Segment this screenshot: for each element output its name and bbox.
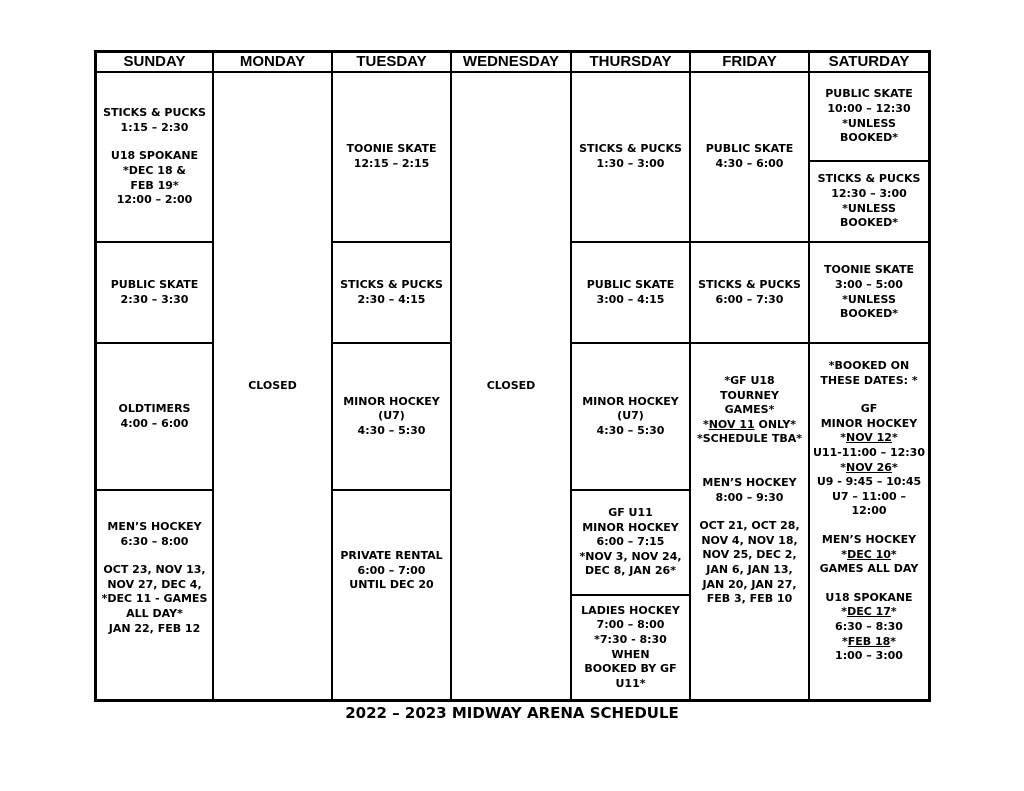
- header-saturday: SATURDAY: [828, 52, 910, 70]
- cell-line: 12:30 – 3:00: [831, 186, 907, 200]
- cell-line: 12:00 – 2:00: [116, 193, 193, 207]
- cell-text: *: [841, 634, 848, 648]
- cell-line: OLDTIMERS: [118, 401, 191, 415]
- cell-line: 1:30 – 3:00: [596, 157, 665, 170]
- cell-line: STICKS & PUCKS: [817, 172, 921, 186]
- friday-cell-2: [691, 243, 808, 342]
- cell-line: [840, 431, 897, 446]
- header-tuesday: TUESDAY: [356, 52, 427, 70]
- cell-line: *NOV 3, NOV 24,: [579, 549, 682, 563]
- cell-text: *: [702, 417, 709, 431]
- cell-line: MINOR HOCKEY: [582, 520, 679, 534]
- cell-line: JAN 20, JAN 27,: [702, 577, 797, 591]
- cell-line: STICKS & PUCKS: [698, 277, 801, 291]
- cell-line: 6:30 – 8:30: [835, 619, 903, 633]
- cell-line: JAN 22, FEB 12: [108, 621, 201, 635]
- cell-line: U9 - 9:45 – 10:45: [816, 475, 922, 489]
- cell-line: (U7): [617, 409, 644, 423]
- cell-line: 2:30 – 3:30: [120, 292, 189, 306]
- cell-line: MINOR HOCKEY: [820, 416, 918, 430]
- cell-line: 6:00 – 7:00: [357, 563, 426, 577]
- cell-line: PUBLIC SKATE: [705, 142, 794, 156]
- underlined-date: NOV 12: [846, 431, 892, 445]
- cell-line: *SCHEDULE TBA*: [696, 432, 803, 446]
- cell-line: PUBLIC SKATE: [110, 277, 199, 291]
- cell-text: *: [890, 634, 897, 648]
- cell-line: [703, 418, 796, 433]
- cell-line: MINOR HOCKEY: [343, 394, 440, 408]
- cell-line: GF: [860, 402, 878, 416]
- cell-line: FEB 19*: [130, 178, 179, 192]
- header-monday: MONDAY: [239, 52, 306, 70]
- cell-line: 6:00 – 7:30: [715, 292, 784, 306]
- cell-line: *DEC 11 - GAMES: [101, 592, 208, 606]
- cell-line: MEN’S HOCKEY: [702, 475, 797, 489]
- sunday-cell-2: [97, 243, 212, 342]
- saturday-cell-1: [810, 73, 928, 160]
- cell-line: MINOR HOCKEY: [582, 394, 679, 408]
- cell-line: OCT 23, NOV 13,: [103, 563, 206, 577]
- cell-line: NOV 27, DEC 4,: [107, 577, 202, 591]
- schedule-footer-title: 2022 – 2023 MIDWAY ARENA SCHEDULE: [345, 704, 679, 722]
- sunday-cell-4: [97, 491, 212, 699]
- cell-line: BOOKED*: [839, 307, 898, 321]
- cell-line: *DEC 18 &: [122, 164, 187, 177]
- cell-line: [841, 548, 896, 563]
- cell-line: 10:00 – 12:30: [827, 101, 911, 115]
- tuesday-cell-3: [333, 344, 450, 489]
- saturday-cell-2: [810, 162, 928, 241]
- cell-line: PRIVATE RENTAL: [340, 549, 443, 563]
- cell-line: 4:30 – 5:30: [596, 423, 665, 437]
- schedule-table: [94, 50, 931, 702]
- cell-line: NOV 4, NOV 18,: [701, 533, 798, 547]
- closed-label: CLOSED: [486, 378, 536, 392]
- cell-line: OCT 21, OCT 28,: [699, 519, 800, 533]
- cell-line: 1:15 – 2:30: [120, 120, 189, 134]
- cell-line: FEB 3, FEB 10: [706, 592, 793, 606]
- header-friday: FRIDAY: [722, 52, 777, 70]
- cell-line: BOOKED*: [839, 131, 898, 145]
- header-thursday: THURSDAY: [589, 52, 672, 70]
- cell-line: BOOKED BY GF: [584, 662, 677, 676]
- cell-text: *: [891, 460, 898, 474]
- cell-line: 7:00 – 8:00: [596, 618, 665, 632]
- cell-line: 3:00 – 5:00: [835, 277, 903, 291]
- cell-line: 1:00 – 3:00: [835, 649, 903, 663]
- cell-line: 4:00 – 6:00: [120, 416, 189, 430]
- cell-line: JAN 6, JAN 13,: [706, 562, 793, 576]
- cell-line: STICKS & PUCKS: [579, 142, 682, 156]
- sunday-cell-3: [97, 344, 212, 489]
- friday-cell-1: [691, 73, 808, 241]
- cell-line: DEC 8, JAN 26*: [585, 564, 676, 578]
- cell-line: 6:30 – 8:00: [120, 534, 189, 548]
- cell-line: PUBLIC SKATE: [586, 277, 675, 291]
- cell-line: LADIES HOCKEY: [581, 603, 680, 617]
- cell-line: MEN’S HOCKEY: [107, 520, 202, 533]
- cell-text: *: [840, 460, 847, 474]
- cell-line: TOONIE SKATE: [346, 142, 437, 156]
- cell-line: U18 SPOKANE: [825, 590, 913, 604]
- cell-line: [842, 635, 896, 650]
- header-wednesday: WEDNESDAY: [462, 52, 560, 70]
- cell-line: 3:00 – 4:15: [596, 292, 665, 306]
- tuesday-cell-1: [333, 73, 450, 241]
- cell-line: *BOOKED ON: [828, 359, 910, 372]
- cell-text: *: [841, 547, 848, 561]
- cell-line: PUBLIC SKATE: [825, 87, 913, 101]
- cell-line: GF U11: [608, 506, 653, 520]
- cell-line: 2:30 – 4:15: [357, 292, 426, 306]
- cell-line: [840, 461, 897, 476]
- cell-line: 12:15 – 2:15: [353, 157, 430, 170]
- saturday-cell-4: [810, 344, 928, 699]
- cell-line: GAMES ALL DAY: [819, 562, 919, 576]
- cell-line: ALL DAY*: [126, 606, 183, 620]
- cell-line: *UNLESS: [842, 292, 896, 306]
- underlined-date: NOV 26: [846, 460, 892, 474]
- closed-label: CLOSED: [248, 378, 297, 392]
- cell-line: STICKS & PUCKS: [103, 106, 206, 120]
- cell-line: *GF U18: [724, 374, 775, 387]
- saturday-cell-3: [810, 243, 928, 342]
- thursday-cell-3: [572, 344, 689, 489]
- underlined-date: DEC 10: [847, 547, 891, 561]
- underlined-date: DEC 17: [847, 605, 891, 619]
- cell-line: 4:30 – 6:00: [715, 157, 784, 170]
- cell-line: *7:30 - 8:30 WHEN: [594, 632, 667, 661]
- cell-line: MEN’S HOCKEY: [821, 532, 917, 546]
- thursday-cell-5: [572, 596, 689, 699]
- thursday-cell-4: [572, 491, 689, 594]
- tuesday-cell-4: [333, 491, 450, 651]
- friday-cell-3: [691, 344, 808, 699]
- cell-line: U7 – 11:00 – 12:00: [831, 489, 907, 518]
- cell-line: STICKS & PUCKS: [340, 277, 443, 291]
- cell-line: UNTIL DEC 20: [349, 578, 434, 592]
- cell-line: U11*: [615, 676, 646, 690]
- cell-line: [841, 605, 896, 620]
- cell-line: NOV 25, DEC 2,: [702, 548, 797, 562]
- cell-line: THESE DATES: *: [820, 373, 918, 387]
- cell-line: GAMES*: [724, 403, 775, 417]
- cell-text: *: [891, 431, 898, 445]
- cell-line: TOONIE SKATE: [824, 263, 914, 277]
- header-sunday: SUNDAY: [123, 52, 186, 70]
- cell-text: ONLY*: [754, 417, 797, 431]
- cell-text: *: [890, 547, 897, 561]
- thursday-cell-1: [572, 73, 689, 241]
- cell-text: *: [841, 605, 848, 619]
- cell-line: *UNLESS: [842, 201, 896, 215]
- cell-line: BOOKED*: [839, 216, 898, 230]
- wednesday-cell: [452, 73, 570, 699]
- cell-line: (U7): [378, 409, 405, 423]
- cell-line: U18 SPOKANE: [110, 149, 199, 163]
- cell-line: *UNLESS: [842, 116, 896, 130]
- tuesday-cell-2: [333, 243, 450, 342]
- thursday-cell-2: [572, 243, 689, 342]
- underlined-date: FEB 18: [847, 634, 891, 648]
- cell-line: 8:00 – 9:30: [715, 490, 784, 504]
- monday-cell: [214, 73, 331, 699]
- cell-line: 6:00 – 7:15: [596, 535, 665, 549]
- cell-line: 4:30 – 5:30: [357, 423, 426, 437]
- cell-text: *: [840, 431, 847, 445]
- underlined-date: NOV 11: [708, 417, 755, 431]
- sunday-cell-1: [97, 73, 212, 241]
- cell-line: TOURNEY: [720, 388, 779, 402]
- cell-text: *: [890, 605, 897, 619]
- cell-line: U11-11:00 – 12:30: [813, 445, 925, 459]
